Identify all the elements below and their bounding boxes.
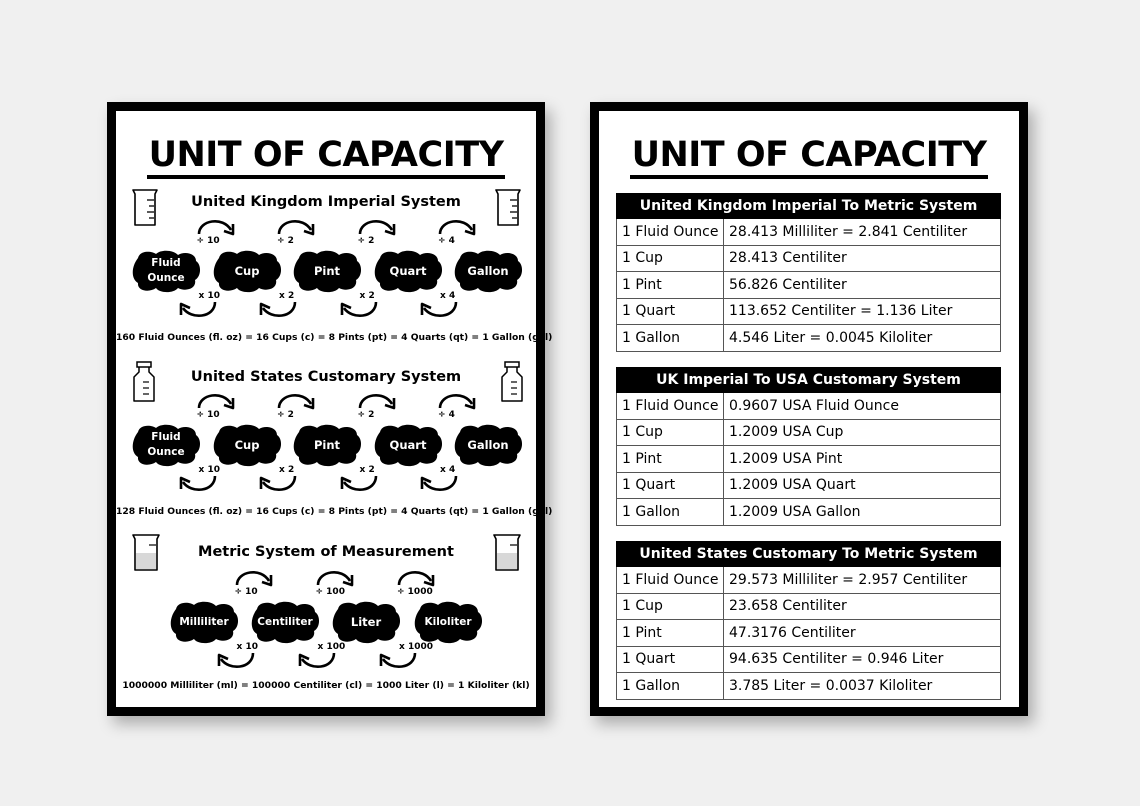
divide-label: ÷ 10 [196, 236, 220, 246]
table-row [617, 472, 1001, 499]
unit-label: Pint [313, 263, 341, 278]
table-row [617, 219, 1001, 246]
value-cell: 4.546 Liter = 0.0045 Kiloliter [724, 325, 1001, 352]
multiply-arrow-icon [418, 298, 462, 326]
unit-node [452, 248, 524, 294]
section-heading-us: United States Customary System [190, 369, 462, 385]
value-cell: 1.2009 USA Gallon [724, 499, 1001, 526]
unit-node [130, 422, 202, 468]
filled-beaker-icon [491, 533, 525, 573]
unit-label: Fluid Ounce [147, 431, 185, 458]
table-row [617, 593, 1001, 620]
poster-title: UNIT OF CAPACITY [599, 135, 1019, 175]
table-row [617, 393, 1001, 420]
unit-node [291, 248, 363, 294]
value-cell: 28.413 Milliliter = 2.841 Centiliter [724, 219, 1001, 246]
unit-cell: 1 Pint [617, 620, 724, 647]
unit-label: Cup [234, 437, 260, 452]
poster-right [590, 102, 1028, 716]
multiply-label: x 4 [440, 291, 456, 301]
divide-label: ÷ 100 [315, 587, 345, 597]
multiply-label: x 2 [359, 291, 375, 301]
table-uk-to-usa [616, 367, 1001, 526]
multiply-label: x 1000 [399, 642, 433, 652]
value-cell: 1.2009 USA Cup [724, 419, 1001, 446]
value-cell: 1.2009 USA Pint [724, 446, 1001, 473]
beaker-icon [493, 188, 525, 228]
unit-cell: 1 Cup [617, 593, 724, 620]
value-cell: 1.2009 USA Quart [724, 472, 1001, 499]
unit-label: Quart [389, 437, 427, 452]
unit-cell: 1 Quart [617, 298, 724, 325]
divide-label: ÷ 4 [438, 236, 455, 246]
divide-label: ÷ 10 [196, 410, 220, 420]
table-row [617, 419, 1001, 446]
multiply-arrow-icon [338, 472, 382, 500]
multiply-arrow-icon [177, 298, 221, 326]
value-cell: 0.9607 USA Fluid Ounce [724, 393, 1001, 420]
divide-label: ÷ 2 [357, 410, 375, 420]
table-header: UK Imperial To USA Customary System [617, 368, 1001, 393]
beaker-icon [130, 188, 162, 228]
unit-label: Gallon [467, 263, 509, 278]
multiply-arrow-icon [257, 298, 301, 326]
multiply-arrow-icon [418, 472, 462, 500]
unit-cell: 1 Fluid Ounce [617, 567, 724, 594]
unit-node [372, 248, 444, 294]
unit-cell: 1 Quart [617, 472, 724, 499]
value-cell: 23.658 Centiliter [724, 593, 1001, 620]
multiply-arrow-icon [338, 298, 382, 326]
table-row [617, 325, 1001, 352]
unit-label: Quart [389, 263, 427, 278]
multiply-arrow-icon [257, 472, 301, 500]
unit-node [249, 599, 321, 645]
multiply-label: x 2 [279, 465, 295, 475]
multiply-label: x 2 [359, 465, 375, 475]
divide-label: ÷ 10 [234, 587, 258, 597]
table-row [617, 245, 1001, 272]
multiply-arrow-icon [215, 649, 259, 677]
multiply-arrow-icon [296, 649, 340, 677]
unit-label: Gallon [467, 437, 509, 452]
table-row [617, 620, 1001, 647]
multiply-label: x 10 [198, 465, 220, 475]
unit-cell: 1 Gallon [617, 499, 724, 526]
unit-cell: 1 Fluid Ounce [617, 219, 724, 246]
multiply-label: x 2 [279, 291, 295, 301]
value-cell: 94.635 Centiliter = 0.946 Liter [724, 646, 1001, 673]
table-row [617, 567, 1001, 594]
divide-label: ÷ 2 [357, 236, 375, 246]
section-heading-uk: United Kingdom Imperial System [191, 194, 461, 210]
equation-uk: 160 Fluid Ounces (fl. oz) = 16 Cups (c) = 8 Pints (pt) = 4 Quarts (qt) = 1 Gallon (gal) [116, 332, 553, 343]
unit-label: Cup [234, 263, 260, 278]
unit-cell: 1 Cup [617, 245, 724, 272]
unit-label: Liter [350, 614, 382, 629]
table-us-to-metric [616, 541, 1001, 700]
unit-node [412, 599, 484, 645]
divide-label: ÷ 2 [277, 236, 294, 246]
table-header: United Kingdom Imperial To Metric System [617, 194, 1001, 219]
table-uk-to-metric [616, 193, 1001, 352]
poster-left [107, 102, 553, 716]
unit-node [291, 422, 363, 468]
table-header: United States Customary To Metric System [617, 542, 1001, 567]
unit-label: Fluid Ounce [147, 257, 185, 284]
value-cell: 28.413 Centiliter [724, 245, 1001, 272]
unit-label: Pint [313, 437, 341, 452]
equation-metric: 1000000 Milliliter (ml) = 100000 Centiliter (cl) = 1000 Liter (l) = 1 Kiloliter (kl) [122, 680, 530, 691]
unit-cell: 1 Quart [617, 646, 724, 673]
unit-cell: 1 Pint [617, 446, 724, 473]
multiply-label: x 10 [236, 642, 258, 652]
bottle-icon [499, 361, 525, 403]
unit-cell: 1 Gallon [617, 325, 724, 352]
multiply-label: x 10 [198, 291, 220, 301]
divide-label: ÷ 4 [438, 410, 455, 420]
multiply-arrow-icon [177, 472, 221, 500]
value-cell: 3.785 Liter = 0.0037 Kiloliter [724, 673, 1001, 700]
unit-node [130, 248, 202, 294]
table-row [617, 446, 1001, 473]
equation-us: 128 Fluid Ounces (fl. oz) = 16 Cups (c) = 8 Pints (pt) = 4 Quarts (qt) = 1 Gallon (gal) [116, 506, 553, 517]
table-row [617, 272, 1001, 299]
multiply-arrow-icon [377, 649, 421, 677]
unit-node [452, 422, 524, 468]
unit-label: Milliliter [179, 615, 229, 628]
filled-beaker-icon [130, 533, 164, 573]
multiply-label: x 4 [440, 465, 456, 475]
unit-node [372, 422, 444, 468]
unit-cell: 1 Cup [617, 419, 724, 446]
divide-label: ÷ 2 [277, 410, 294, 420]
value-cell: 113.652 Centiliter = 1.136 Liter [724, 298, 1001, 325]
unit-node [211, 248, 283, 294]
unit-cell: 1 Gallon [617, 673, 724, 700]
unit-node [330, 599, 402, 645]
table-row [617, 298, 1001, 325]
value-cell: 47.3176 Centiliter [724, 620, 1001, 647]
unit-label: Kiloliter [424, 615, 472, 628]
bottle-icon [131, 361, 157, 403]
divide-label: ÷ 1000 [397, 587, 433, 597]
unit-node [211, 422, 283, 468]
unit-cell: 1 Pint [617, 272, 724, 299]
table-row [617, 646, 1001, 673]
section-heading-metric: Metric System of Measurement [198, 544, 454, 560]
value-cell: 29.573 Milliliter = 2.957 Centiliter [724, 567, 1001, 594]
unit-label: Centiliter [257, 615, 313, 628]
unit-node [168, 599, 240, 645]
table-row [617, 673, 1001, 700]
poster-title: UNIT OF CAPACITY [116, 135, 536, 175]
multiply-label: x 100 [317, 642, 346, 652]
value-cell: 56.826 Centiliter [724, 272, 1001, 299]
unit-cell: 1 Fluid Ounce [617, 393, 724, 420]
table-row [617, 499, 1001, 526]
